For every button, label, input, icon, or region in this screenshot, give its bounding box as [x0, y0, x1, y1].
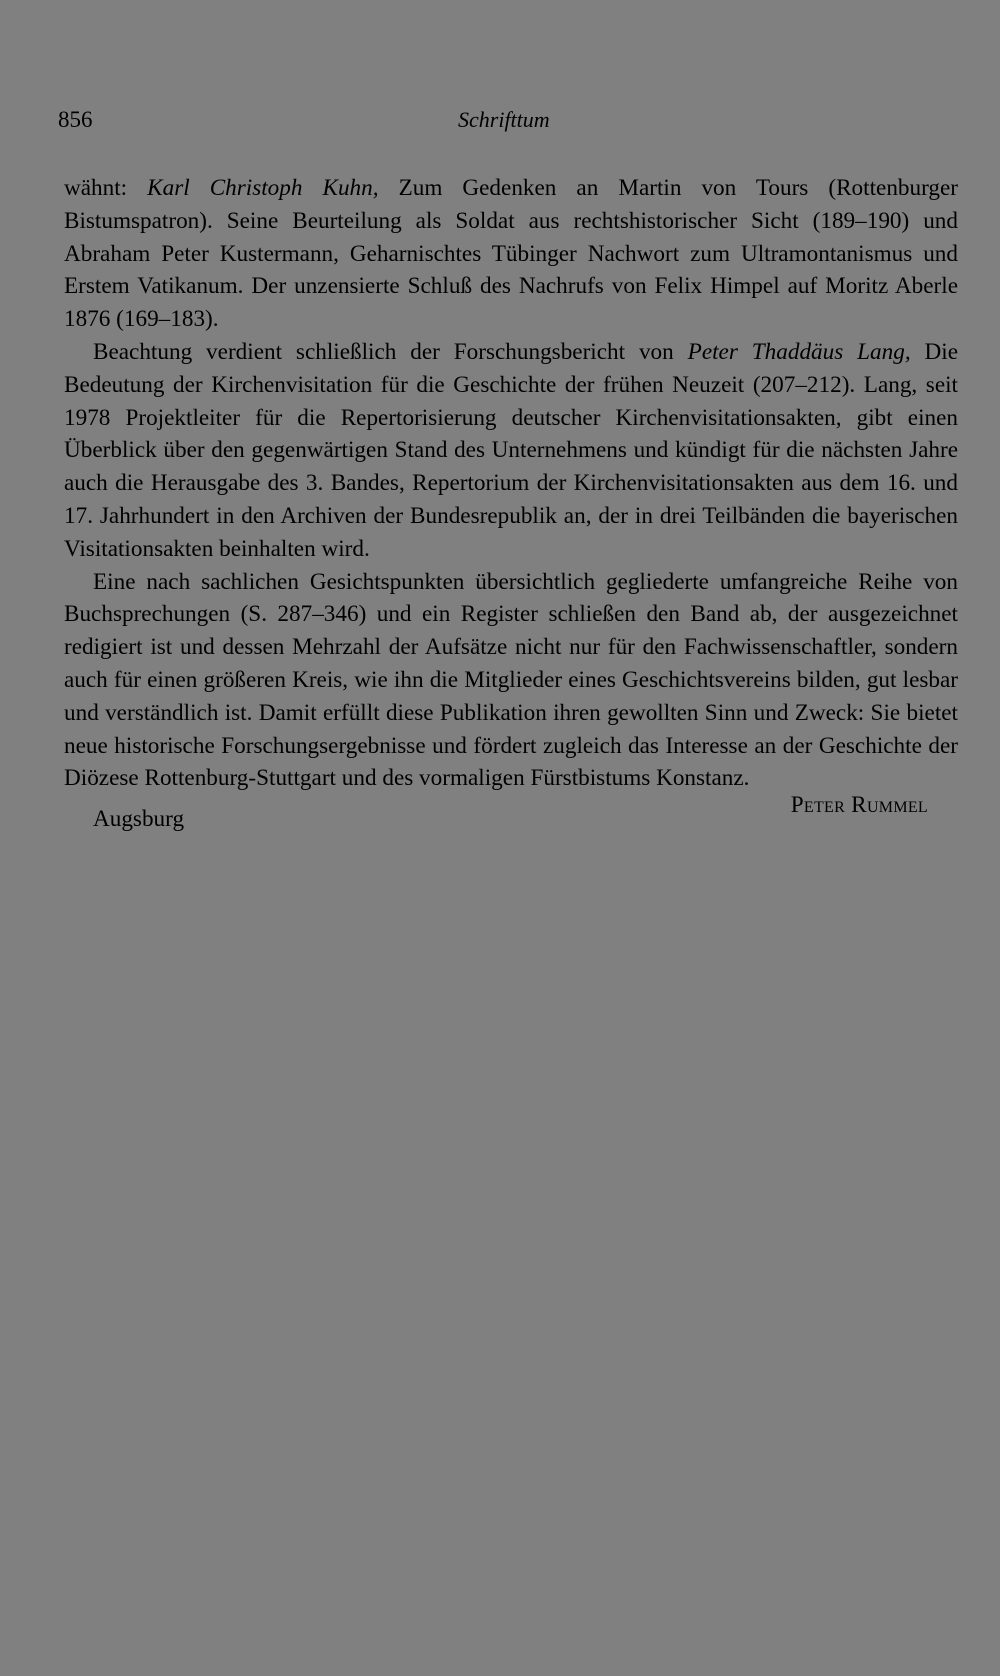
text-segment: Zum Gedenken an Martin von Tours (Rottenburger Bistumspatron). Seine Beurteilung als Soldat aus rechtshistorischer Sicht (189–190) und Abraham Peter Kustermann, Geharnischtes Tübinger Nachwort zum Ultramontanismus und Erstem Vatikanum. Der unzensierte Schluß des Nachrufs von Felix Himpel auf Moritz Aberle 1876 (169–183). — [64, 175, 959, 333]
text-segment: wähnt: — [64, 175, 148, 201]
text-segment: Eine nach sachlichen Gesichtspunkten übersichtlich gegliederte umfangreiche Reihe von Buchsprechungen (S. 287–346) und ein Register schließen den Band ab, der ausgezeichnet redigiert ist und dessen Mehrzahl der Aufsätze nicht nur für den Fachwissenschaftler, sondern auch für einen größeren Kreis, wie ihn die Mitglieder eines Geschichtsvereins bilden, gut lesbar und verständlich ist. Damit erfüllt diese Publikation ihren gewollten Sinn und Zweck: Sie bietet neue historische Forschungsergebnisse und fördert zugleich das Interesse an der Geschichte der Diözese Rottenburg-Stuttgart und des vormaligen Fürstbistums Konstanz. — [64, 568, 958, 792]
page-header — [58, 104, 958, 144]
page-number: 856 — [58, 107, 93, 132]
author-name-italic: Peter Thaddäus Lang, — [687, 338, 911, 365]
paragraph-3 — [64, 566, 958, 796]
paragraph-1 — [64, 172, 958, 336]
signoff-place: Augsburg — [93, 806, 185, 833]
text-segment: Beachtung verdient schließlich der Forschungsbericht von — [93, 338, 688, 365]
body-text — [64, 172, 958, 831]
paragraph-2 — [64, 336, 958, 566]
signoff — [64, 792, 958, 833]
running-title: Schrifttum — [458, 107, 550, 132]
text-segment: Die Bedeutung der Kirchenvisitation für die Geschichte der frühen Neuzeit (207–212). Lang, seit 1978 Projektleiter für die Repertorisierung deutscher Kirchenvisitationsakten, gibt einen Überblick über den gegenwärtigen Stand des Unternehmens und kündigt für die nächsten Jahre auch die Herausgabe des 3. Bandes, Repertorium der Kirchenvisitationsakten aus dem 16. und 17. Jahrhundert in den Archiven der Bundesrepublik an, der in drei Teilbänden die bayerischen Visitationsakten beinhalten wird. — [64, 338, 959, 562]
signoff-author: Peter Rummel — [790, 792, 928, 819]
author-name-italic: Karl Christoph Kuhn, — [147, 175, 379, 201]
